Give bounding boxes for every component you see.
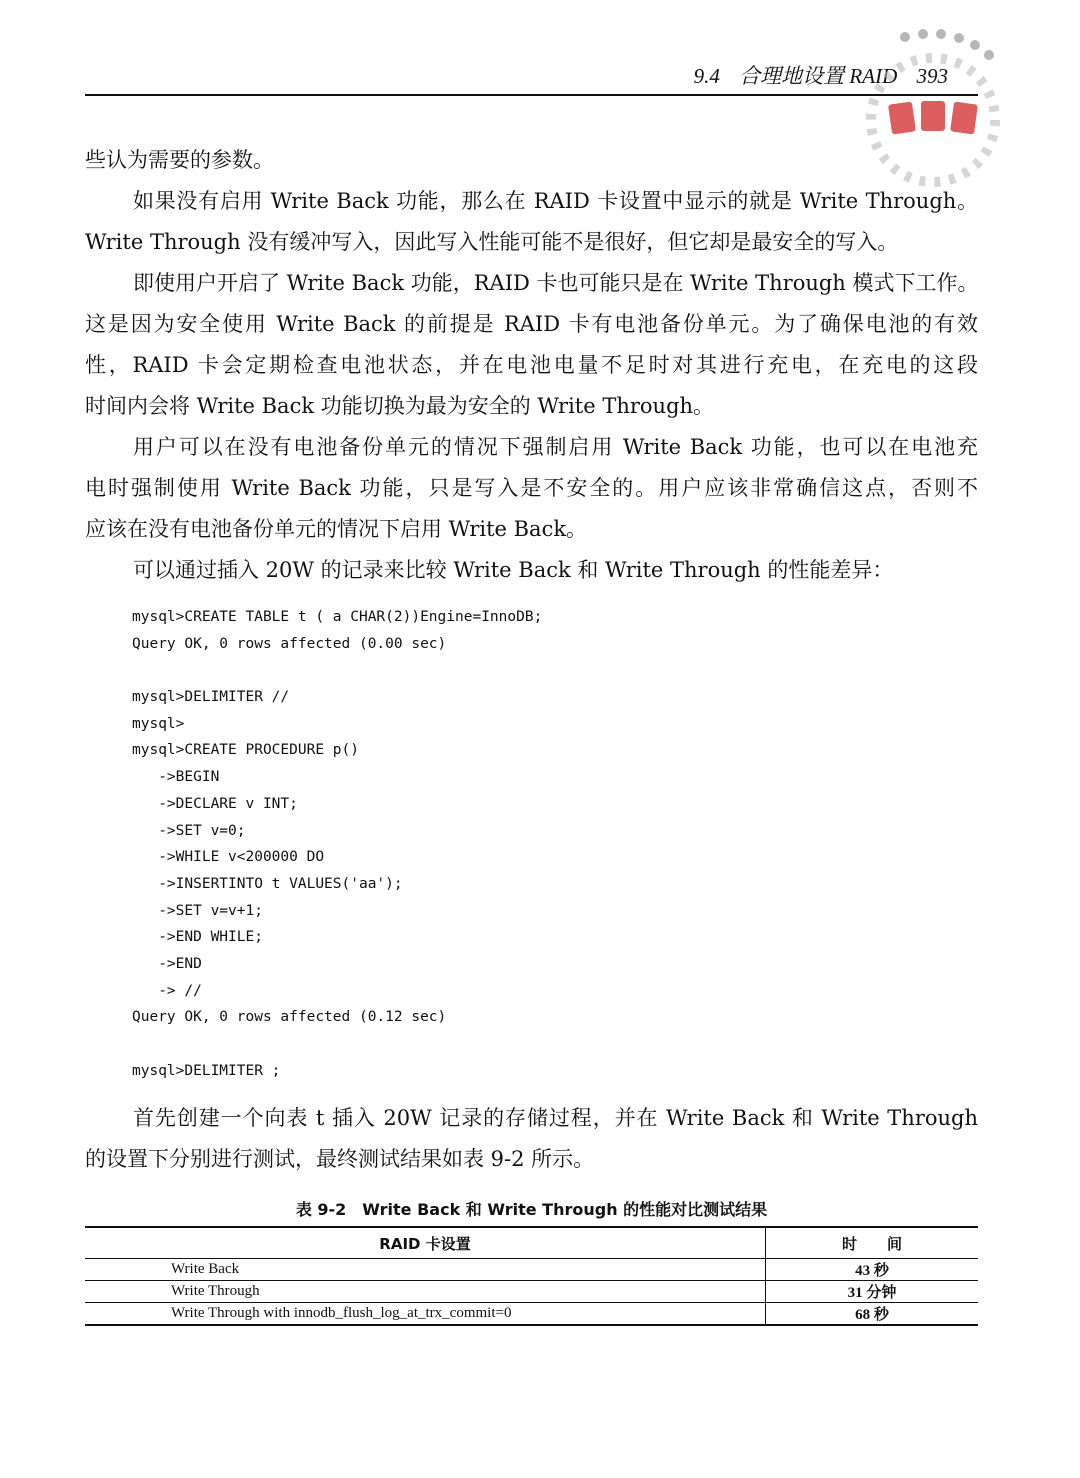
cell-time: 68 秒 — [766, 1303, 979, 1326]
code-line: ->BEGIN — [132, 769, 220, 786]
text-line: 可以通过插入 20W 的记录来比较 Write Back 和 Write Through 的性能差异： — [133, 558, 894, 582]
cell-time: 43 秒 — [766, 1259, 979, 1281]
code-line: Query OK, 0 rows affected (0.00 sec) — [132, 635, 447, 652]
table-row — [85, 1303, 978, 1326]
column-header-time: 时 间 — [766, 1227, 979, 1259]
table-header-row — [85, 1227, 978, 1259]
code-line: ->DECLARE v INT; — [132, 795, 298, 812]
paragraph — [85, 550, 978, 591]
results-table — [85, 1226, 978, 1326]
code-line — [132, 657, 542, 684]
code-line: Query OK, 0 rows affected (0.12 sec) — [132, 1009, 447, 1026]
cell-time: 31 分钟 — [766, 1281, 979, 1303]
code-line: mysql>CREATE PROCEDURE p() — [132, 742, 359, 759]
text-line: Write Through 没有缓冲写入，因此写入性能可能不是很好，但它却是最安全的写入。 — [85, 230, 899, 254]
paragraph — [85, 263, 978, 427]
code-line: mysql> — [132, 715, 185, 732]
code-line: ->SET v=0; — [132, 822, 246, 839]
text-line: 这是因为安全使用 Write Back 的前提是 RAID 卡有电池备份单元。为了确保电池的有效 — [85, 312, 978, 336]
table-caption: 表 9-2 Write Back 和 Write Through 的性能对比测试结果 — [295, 1200, 768, 1219]
code-line: ->END WHILE; — [132, 929, 263, 946]
code-line: ->END — [132, 955, 202, 972]
text-line: 用户可以在没有电池备份单元的情况下强制启用 Write Back 功能，也可以在电池充 — [133, 435, 978, 459]
body-paragraphs — [85, 140, 978, 591]
paragraph — [85, 181, 978, 263]
section-number: 9.4 — [693, 64, 720, 88]
code-line: mysql>DELIMITER ; — [132, 1062, 281, 1079]
cell-setting: Write Through with innodb_flush_log_at_trx_commit=0 — [85, 1303, 766, 1326]
code-block — [132, 604, 542, 1084]
cell-setting: Write Back — [85, 1259, 766, 1281]
cell-setting: Write Through — [85, 1281, 766, 1303]
text-line: 电时强制使用 Write Back 功能，只是写入是不安全的。用户应该非常确信这点，否则不 — [85, 476, 978, 500]
code-line: -> // — [132, 982, 202, 999]
code-line: ->INSERTINTO t VALUES('aa'); — [132, 875, 403, 892]
code-line: mysql>CREATE TABLE t ( a CHAR(2))Engine=InnoDB; — [132, 609, 543, 625]
code-line: mysql>DELIMITER // — [132, 689, 290, 706]
text-line: 时间内会将 Write Back 功能切换为最为安全的 Write Through。 — [85, 394, 715, 418]
table-row — [85, 1281, 978, 1303]
text-line: 些认为需要的参数。 — [85, 148, 274, 172]
text-line: 的设置下分别进行测试，最终测试结果如表 9-2 所示。 — [85, 1147, 595, 1171]
text-line: 即使用户开启了 Write Back 功能，RAID 卡也可能只是在 Write Through 模式下工作。 — [133, 271, 979, 295]
page-header — [85, 58, 978, 96]
paragraph — [85, 427, 978, 550]
running-head — [680, 60, 948, 90]
paragraph — [85, 140, 978, 181]
code-line: ->SET v=v+1; — [132, 902, 263, 919]
page-number: 393 — [916, 64, 948, 88]
code-line — [132, 1031, 542, 1058]
table-row — [85, 1259, 978, 1281]
code-line: ->WHILE v<200000 DO — [132, 849, 325, 866]
text-line: 如果没有启用 Write Back 功能，那么在 RAID 卡设置中显示的就是 Write Through。 — [133, 189, 978, 213]
section-title: 合理地设置 RAID — [739, 64, 898, 88]
text-line: 应该在没有电池备份单元的情况下启用 Write Back。 — [85, 517, 588, 541]
body-paragraph-after-code — [85, 1098, 978, 1180]
text-line: 首先创建一个向表 t 插入 20W 记录的存储过程，并在 Write Back 和 Write Through — [133, 1106, 978, 1130]
text-line: 性，RAID 卡会定期检查电池状态，并在电池电量不足时对其进行充电，在充电的这段 — [85, 353, 978, 377]
column-header-setting: RAID 卡设置 — [85, 1227, 766, 1259]
